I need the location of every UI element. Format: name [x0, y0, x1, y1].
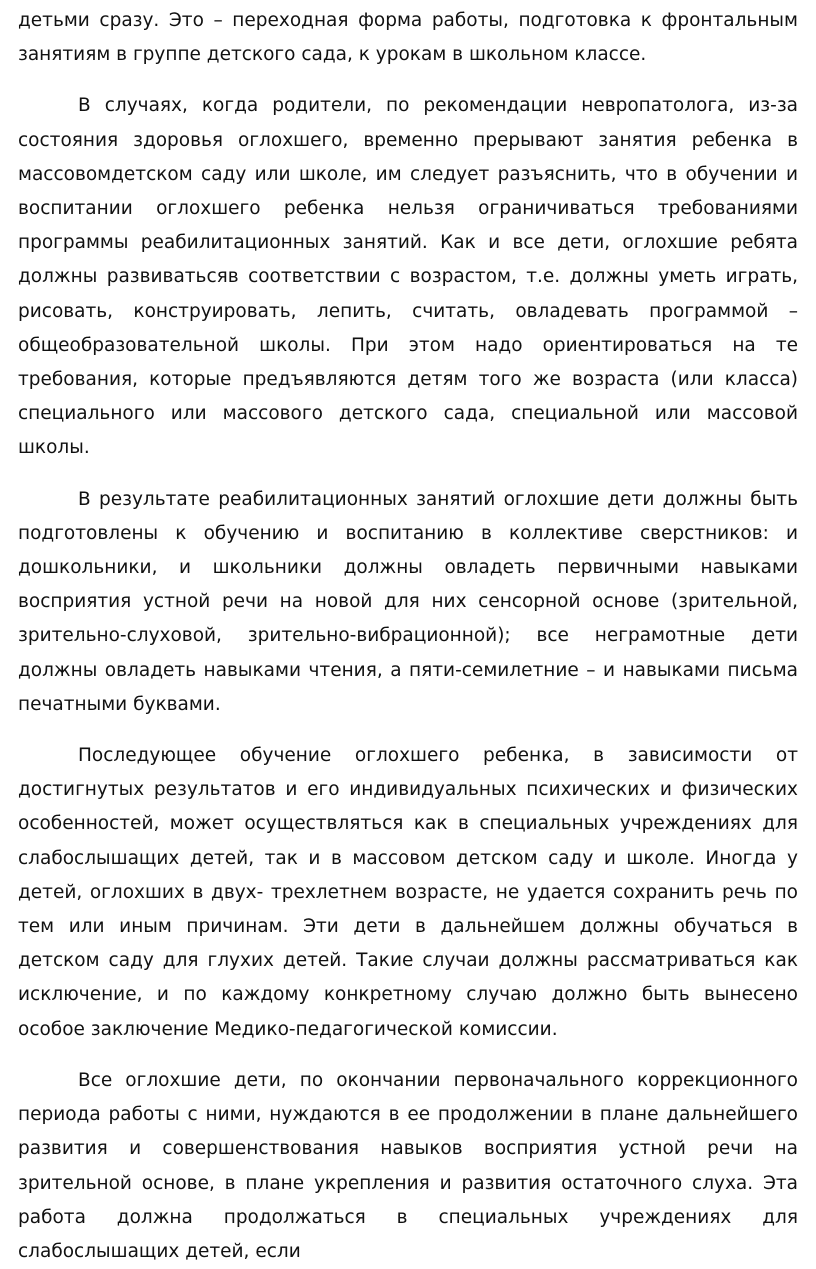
- document-page: [18, 4, 798, 1269]
- paragraph-rehabilitation-results: В результате реабилитационных занятий оглохшие дети должны быть подготовлены к обучению и воспитанию в коллективе сверстников: и дошкольники, и школьники должны овладеть первичными навыками восприятия устной речи на новой для них сенсорной основе (зрительной, зрительно-слуховой, зрительно-вибрационной); все неграмотные дети должны овладеть навыками чтения, а пяти-семилетние – и навыками письма печатными буквами.: [18, 488, 798, 715]
- paragraph-further-education: Последующее обучение оглохшего ребенка, в зависимости от достигнутых результатов и его индивидуальных психических и физических особенностей, может осуществляться как в специальных учреждениях для слабослышащих детей, так и в массовом детском саду и школе. Иногда у детей, оглохших в двух- трехлетнем возрасте, не удается сохранить речь по тем или иным причинам. Эти дети в дальнейшем должны обучаться в детском саду для глухих детей. Такие случаи должны рассматриваться как исключение, и по каждому конкретному случаю должно быть вынесено особое заключение Медико-педагогической комиссии.: [18, 745, 798, 1040]
- paragraph-parents-interruption: В случаях, когда родители, по рекомендации невропатолога, из-за состояния здоровья оглохшего, временно прерывают занятия ребенка в массовомдетском саду или школе, им следует разъяснить, что в обучении и воспитании оглохшего ребенка нельзя ограничиваться требованиями программы реабилитационных занятий. Как и все дети, оглохшие ребята должны развиватьсяв соответствии с возрастом, т.е. должны уметь играть, рисовать, конструировать, лепить, считать, овладевать программой –общеобразовательной школы. При этом надо ориентироваться на те требования, которые предъявляются детям того же возраста (или класса) специального или массового детского сада, специальной или массовой школы.: [18, 95, 798, 459]
- paragraph-continuation: детьми сразу. Это – переходная форма работы, подготовка к фронтальным занятиям в группе детского сада, к урокам в школьном классе.: [18, 10, 798, 66]
- paragraph-continued-work: Все оглохшие дети, по окончании первоначального коррекционного периода работы с ними, нуждаются в ее продолжении в плане дальнейшего развития и совершенствования навыков восприятия устной речи на зрительной основе, в плане укрепления и развития остаточного слуха. Эта работа должна продолжаться в специальных учреждениях для слабослышащих детей, если: [18, 1069, 798, 1262]
